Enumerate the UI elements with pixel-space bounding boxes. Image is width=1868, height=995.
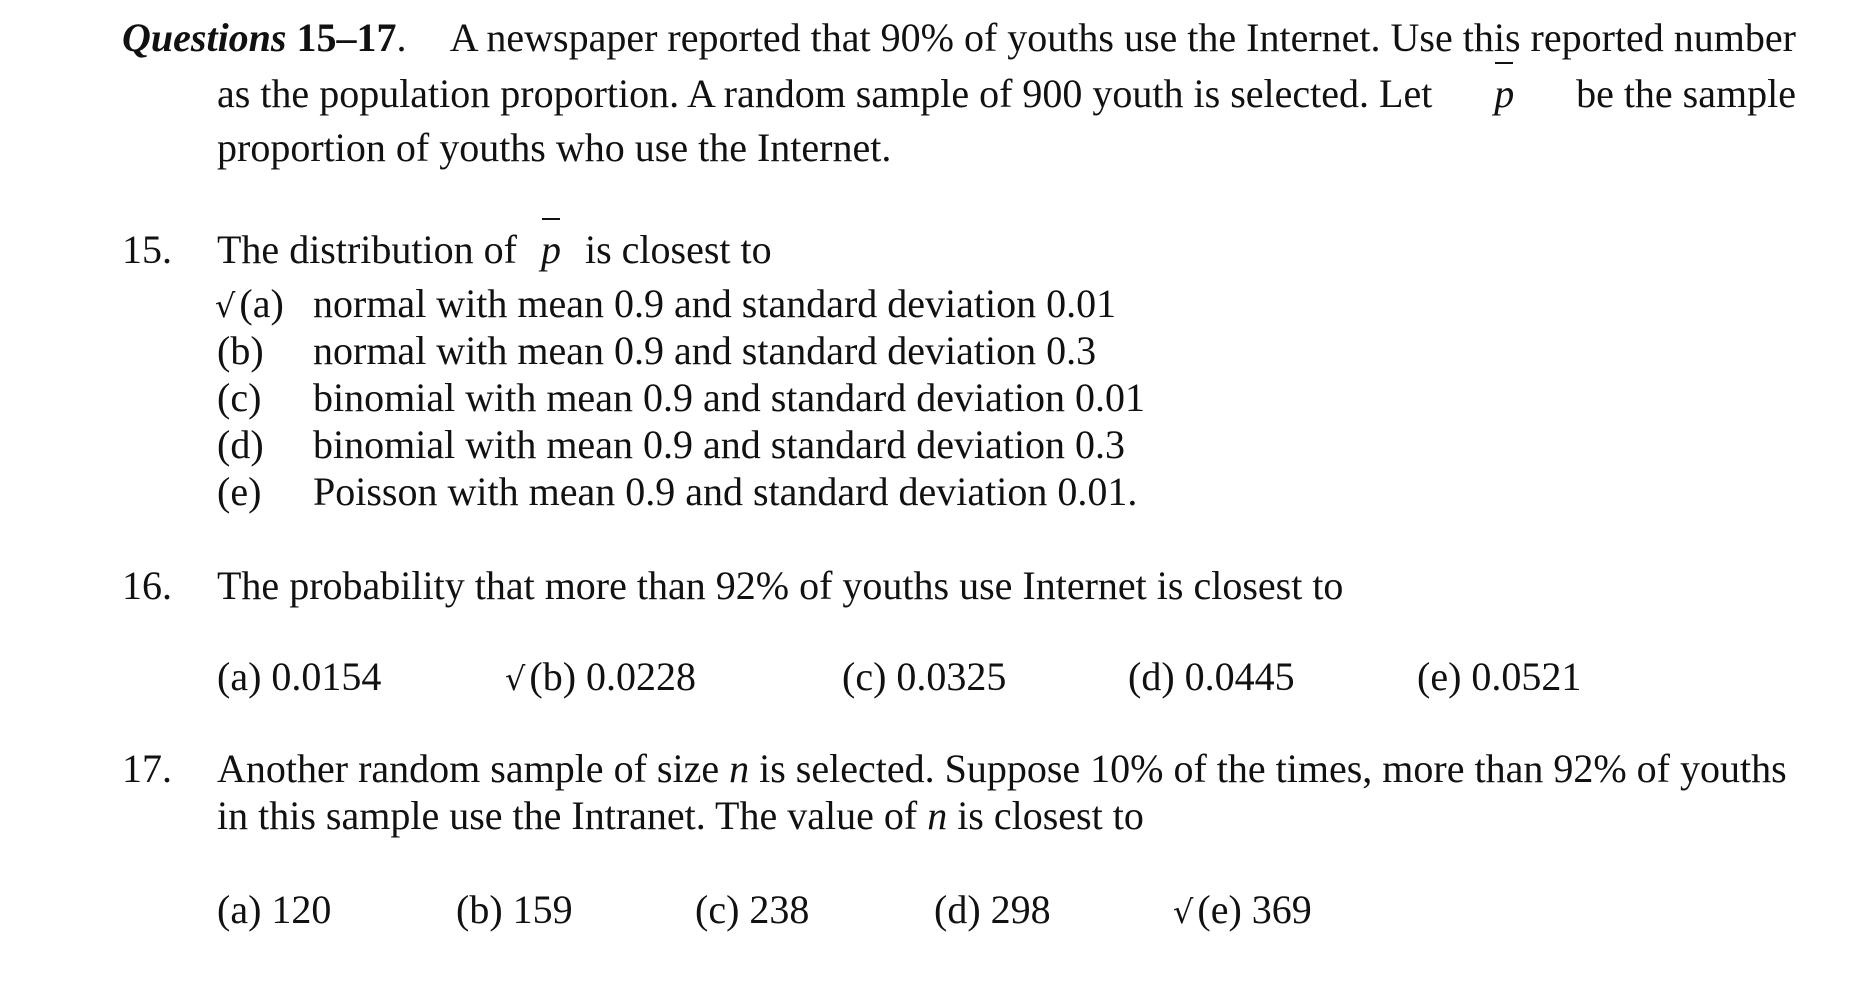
n-symbol: n: [729, 746, 750, 791]
q16-option-c[interactable]: (c) 0.0325: [842, 654, 1007, 699]
q16-option-b-label: (b) 0.0228: [529, 654, 697, 699]
q17-line-1: [217, 745, 1796, 792]
intro-line-2a: as the population proportion. A random sample of 900 youth is selected. Let: [217, 71, 1433, 116]
intro-line-3: proportion of youths who use the Internet.: [217, 125, 892, 170]
q15-option-b-text: normal with mean 0.9 and standard deviation 0.3: [313, 328, 1097, 373]
intro-line-2: [217, 70, 1796, 117]
q16-option-b[interactable]: [505, 653, 696, 700]
q17-line-1a: Another random sample of size: [217, 746, 720, 791]
p-bar-symbol: p: [1494, 71, 1515, 116]
q17-option-c[interactable]: (c) 238: [695, 887, 810, 932]
q17-option-e[interactable]: [1173, 886, 1312, 933]
q15-stem-b: is closest to: [584, 227, 772, 272]
q17-line-1: [217, 745, 1787, 792]
q15-option-letter: (a): [239, 281, 284, 326]
q16-number: 16.: [122, 563, 172, 608]
intro-line-1: [122, 14, 1796, 61]
q17-option-d[interactable]: (d) 298: [934, 887, 1051, 932]
q15-option-a[interactable]: [215, 280, 284, 327]
q15-option-a-text: normal with mean 0.9 and standard deviation 0.01: [313, 281, 1117, 326]
q15-option-e[interactable]: (e): [217, 469, 262, 514]
q16-option-e[interactable]: (e) 0.0521: [1417, 654, 1582, 699]
q17-line-2: [217, 792, 1144, 839]
intro-line-2b: be the sample: [1576, 71, 1796, 116]
questions-range: 15–17: [296, 15, 397, 60]
q17-option-e-label: (e) 369: [1197, 887, 1312, 932]
p-bar-symbol: p: [540, 227, 561, 272]
questions-label: Questions: [122, 15, 287, 60]
q15-option-d-text: binomial with mean 0.9 and standard deviation 0.3: [313, 422, 1126, 467]
questions-heading: [122, 14, 407, 61]
q15-option-e-text: Poisson with mean 0.9 and standard deviation 0.01.: [313, 469, 1138, 514]
q16-option-a[interactable]: (a) 0.0154: [217, 654, 382, 699]
q17-line-2b: is closest to: [957, 793, 1144, 838]
q17-line-2a: in this sample use the Intranet. The value of: [217, 793, 918, 838]
q16-option-d[interactable]: (d) 0.0445: [1128, 654, 1295, 699]
check-mark-icon: √: [505, 660, 526, 698]
n-symbol: n: [927, 793, 948, 838]
q17-number: 17.: [122, 746, 172, 791]
check-mark-icon: √: [215, 287, 236, 325]
questions-period: .: [396, 15, 407, 60]
q15-option-b[interactable]: (b): [217, 328, 264, 373]
q15-option-d[interactable]: (d): [217, 422, 264, 467]
q15-option-c-text: binomial with mean 0.9 and standard deviation 0.01: [313, 375, 1146, 420]
q17-line-1b: is selected. Suppose 10% of the times, more than 92% of youths: [759, 746, 1787, 791]
intro-line-1-text: A newspaper reported that 90% of youths use the Internet. Use this reported number: [449, 15, 1796, 60]
q15-number: 15.: [122, 227, 172, 272]
q15-option-c[interactable]: (c): [217, 375, 262, 420]
q15-stem-a: The distribution of: [217, 227, 517, 272]
q15-stem: [217, 226, 772, 273]
q16-stem: The probability that more than 92% of youths use Internet is closest to: [217, 563, 1344, 608]
q17-option-a[interactable]: (a) 120: [217, 887, 332, 932]
q17-option-b[interactable]: (b) 159: [456, 887, 573, 932]
check-mark-icon: √: [1173, 893, 1194, 931]
